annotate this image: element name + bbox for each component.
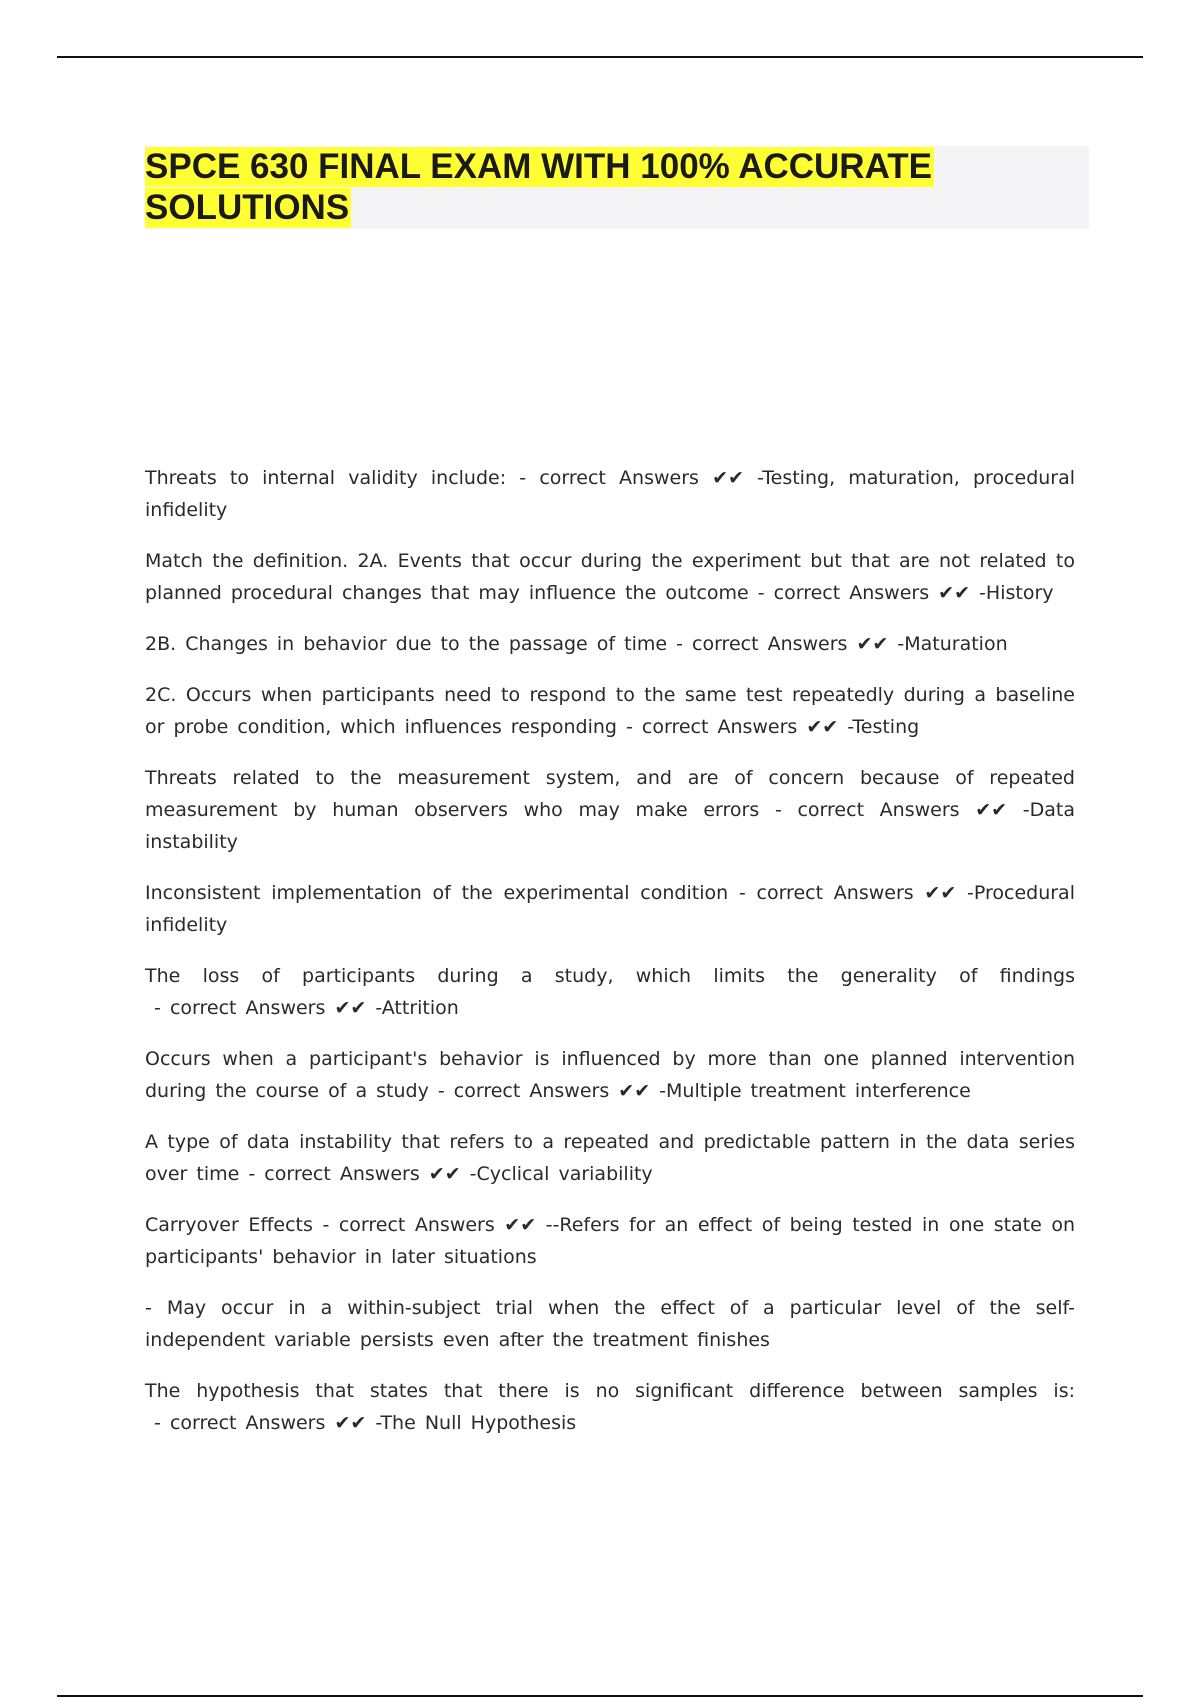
answer-label: correct Answers: [797, 799, 960, 821]
title-highlight: SPCE 630 FINAL EXAM WITH 100% ACCURATE SOLUTIONS: [145, 147, 932, 227]
double-check-icon: ✔✔: [334, 1412, 367, 1434]
answer-text: Multiple treatment interference: [666, 1080, 971, 1102]
double-check-icon: ✔✔: [856, 633, 889, 655]
qa-list: [145, 462, 1075, 1458]
double-check-icon: ✔✔: [975, 799, 1008, 821]
answer-text: -Refers for an effect of being tested in one state on participants' behavior in later situations: [145, 1214, 1076, 1268]
answer-text: Maturation: [904, 633, 1008, 655]
question-text: The hypothesis that states that there is no significant difference between samples is:: [145, 1380, 1075, 1402]
question-text: The loss of participants during a study, which limits the generality of findings: [145, 965, 1075, 987]
answer-label: correct Answers: [169, 997, 326, 1019]
qa-item: Inconsistent implementation of the experimental condition - correct Answers ✔✔ -Procedural infidelity: [145, 882, 1075, 936]
answer-label: correct Answers: [169, 1412, 326, 1434]
question-text: A type of data instability that refers to a repeated and predictable pattern in the data series over time: [145, 1131, 1075, 1185]
answer-label: correct Answers: [756, 882, 914, 904]
answer-label: correct Answers: [641, 716, 798, 738]
bottom-rule: [57, 1695, 1143, 1697]
double-check-icon: ✔✔: [938, 582, 970, 604]
qa-item: 2C. Occurs when participants need to respond to the same test repeatedly during a baseline or probe condition, which influences responding - correct Answers ✔✔ -Testing: [145, 684, 1075, 738]
question-text: Occurs when a participant's behavior is influenced by more than one planned intervention during the course of a study: [145, 1048, 1075, 1102]
question-text: Threats to internal validity include:: [145, 467, 507, 489]
qa-item: Threats to internal validity include: - correct Answers ✔✔ -Testing, maturation, procedural infidelity: [145, 467, 1076, 521]
question-text: Carryover Effects: [145, 1214, 313, 1236]
answer-text: Procedural infidelity: [145, 882, 1075, 936]
answer-text: History: [985, 582, 1054, 604]
answer-label: correct Answers: [539, 467, 699, 489]
qa-item: Match the definition. 2A. Events that occur during the experiment but that are not related to planned procedural changes that may influence the outcome - correct Answers ✔✔ -History: [145, 550, 1075, 604]
answer-label: correct Answers: [264, 1163, 420, 1185]
continuation-paragraph: - May occur in a within-subject trial when the effect of a particular level of the self-independent variable persists even after the treatment finishes: [145, 1297, 1075, 1351]
answer-label: correct Answers: [692, 633, 848, 655]
title-block: [145, 146, 1089, 229]
question-text: Match the definition. 2A. Events that occur during the experiment but that are not related to planned procedural changes that may influence the outcome: [145, 550, 1075, 604]
top-rule: [57, 56, 1143, 58]
qa-item: Threats related to the measurement system, and are of concern because of repeated measurement by human observers who may make errors - correct Answers ✔✔ -Data instability: [145, 767, 1076, 853]
question-text: Inconsistent implementation of the experimental condition: [145, 882, 729, 904]
answer-text: Testing, maturation, procedural infidelity: [145, 467, 1076, 521]
double-check-icon: ✔✔: [806, 716, 839, 738]
answer-label: correct Answers: [338, 1214, 495, 1236]
answer-text: Attrition: [381, 997, 459, 1019]
double-check-icon: ✔✔: [428, 1163, 461, 1185]
document-title: [145, 146, 1089, 228]
answer-text: Cyclical variability: [476, 1163, 653, 1185]
qa-item: The hypothesis that states that there is no significant difference between samples is: - correct Answers ✔✔ -The Null Hypothesis: [145, 1380, 1075, 1434]
double-check-icon: ✔✔: [504, 1214, 537, 1236]
answer-text: The Null Hypothesis: [380, 1412, 577, 1434]
double-check-icon: ✔✔: [618, 1080, 651, 1102]
qa-item: The loss of participants during a study, which limits the generality of findings - correct Answers ✔✔ -Attrition: [145, 965, 1075, 1019]
question-text: Threats related to the measurement system, and are of concern because of repeated measurement by human observers who may make errors: [145, 767, 1075, 821]
answer-label: correct Answers: [773, 582, 930, 604]
answer-text: Testing: [852, 716, 920, 738]
question-text: 2B. Changes in behavior due to the passage of time: [145, 633, 668, 655]
double-check-icon: ✔✔: [924, 882, 957, 904]
question-text: 2C. Occurs when participants need to respond to the same test repeatedly during a baseline or probe condition, which influences responding: [145, 684, 1075, 738]
qa-item: Occurs when a participant's behavior is influenced by more than one planned intervention during the course of a study - correct Answers ✔✔ -Multiple treatment interference: [145, 1048, 1075, 1102]
qa-item: A type of data instability that refers to a repeated and predictable pattern in the data series over time - correct Answers ✔✔ -Cyclical variability: [145, 1131, 1075, 1185]
double-check-icon: ✔✔: [334, 997, 367, 1019]
qa-item: Carryover Effects - correct Answers ✔✔ --Refers for an effect of being tested in one state on participants' behavior in later situations: [145, 1214, 1076, 1268]
qa-item: 2B. Changes in behavior due to the passage of time - correct Answers ✔✔ -Maturation: [145, 633, 1008, 655]
double-check-icon: ✔✔: [712, 467, 744, 489]
answer-label: correct Answers: [453, 1080, 610, 1102]
answer-text: Data instability: [145, 799, 1076, 853]
